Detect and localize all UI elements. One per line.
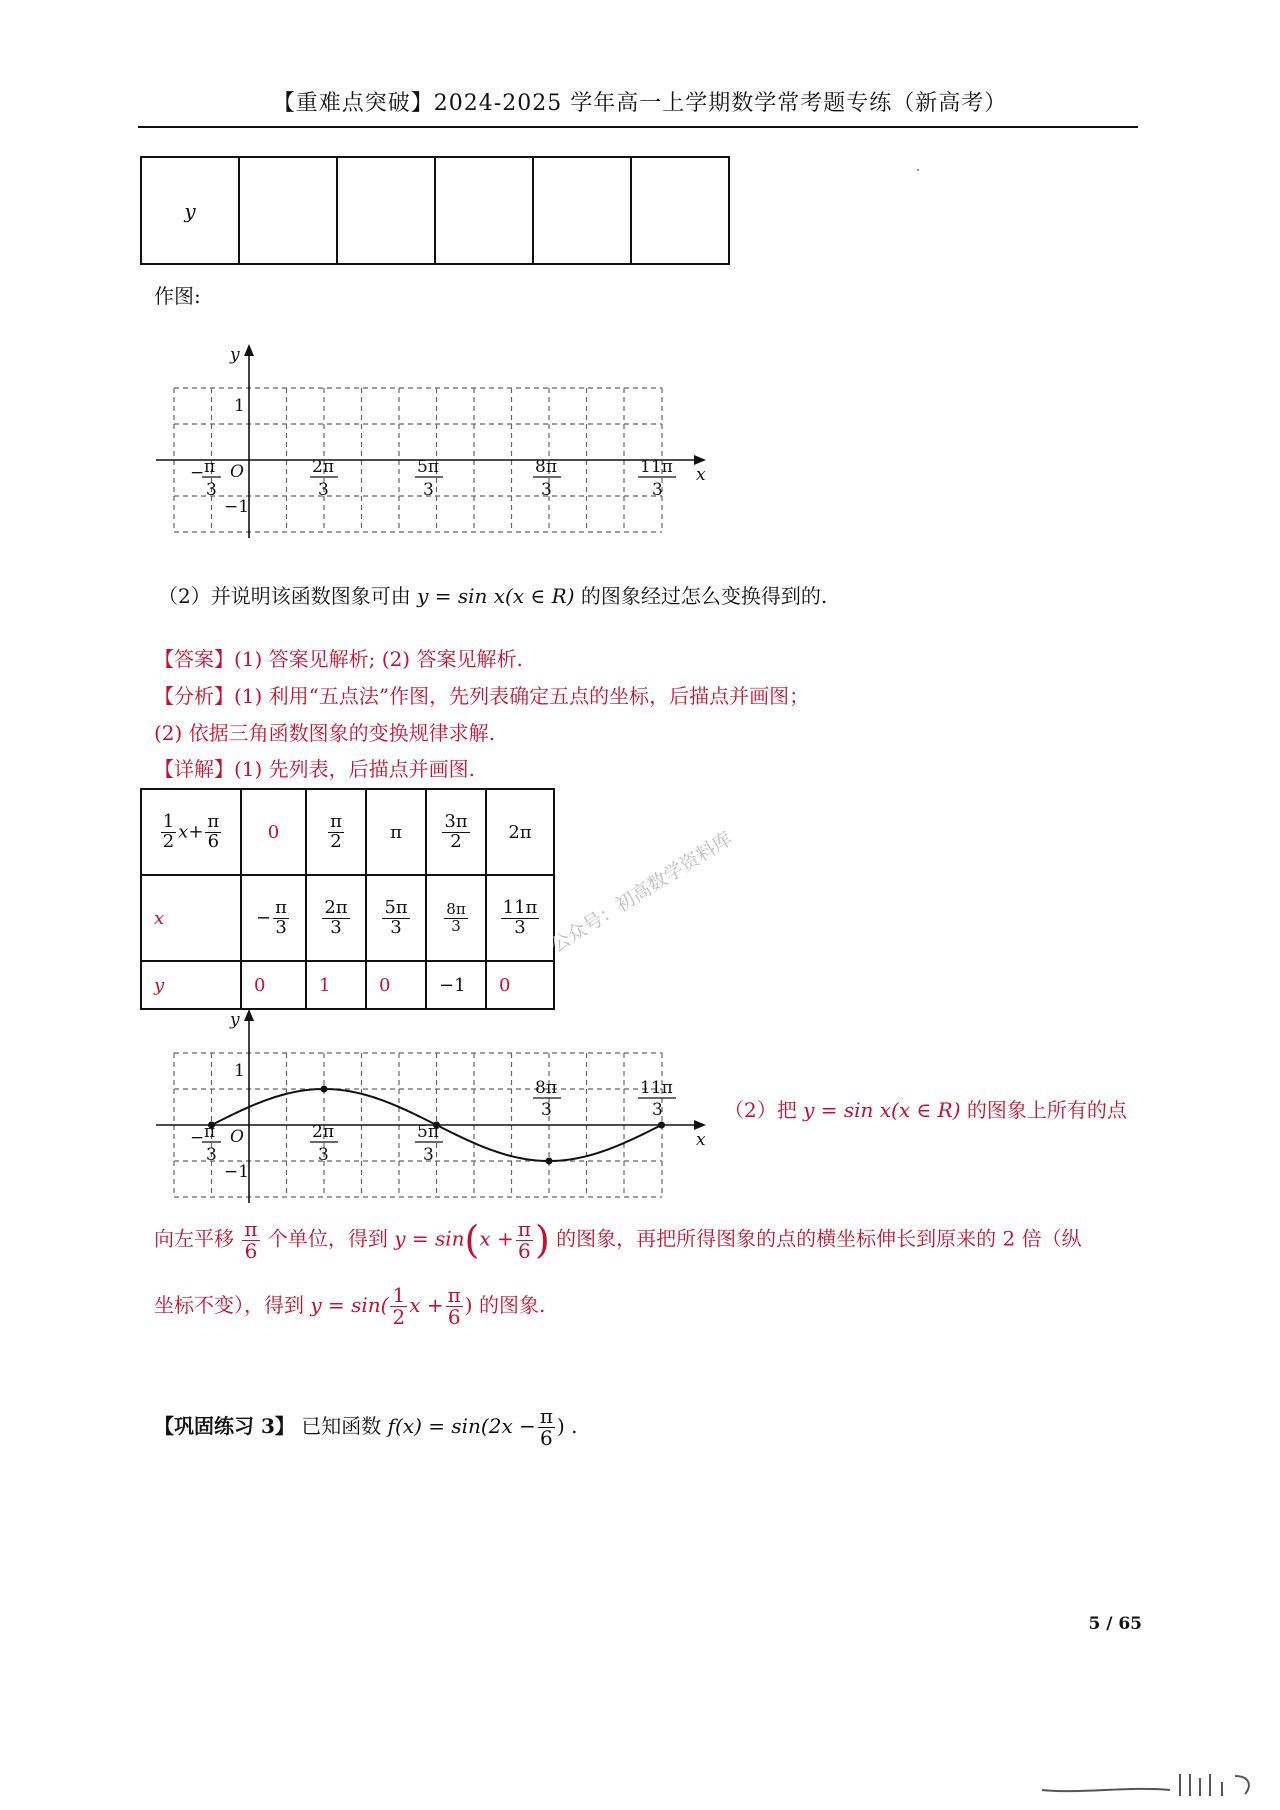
part2-line3: 坐标不变），得到 y = sin( $\frac{1}{2}$ x + $\frac{\pi}{6}$ ) 的图象. xyxy=(154,1283,546,1329)
tick-label-1: 1 xyxy=(234,396,245,416)
detail-line: 【详解】(1) 先列表，后描点并画图. xyxy=(154,757,476,781)
tick-label-11pi: 11π xyxy=(640,457,673,477)
top-table-cell xyxy=(533,157,631,264)
draw-prompt: 作图: xyxy=(154,284,201,308)
origin-label: O xyxy=(230,462,244,482)
tick-label-3: 3 xyxy=(541,1100,552,1120)
tick-label-3: 3 xyxy=(318,480,329,500)
data-point xyxy=(658,1122,665,1129)
part2-line2: 向左平移 $\frac{\pi}{6}$ 个单位，得到 y = sin(x + $\frac{\pi}{6}$ ) 的图象，再把所得图象的点的横坐标伸长到原来的 2 倍（纵 xyxy=(154,1216,1082,1263)
tick-label-8pi: 8π xyxy=(535,457,557,477)
tick-label-11pi: 11π xyxy=(640,1078,673,1098)
tick-label-1: 1 xyxy=(234,1061,245,1081)
x-axis-label: x xyxy=(696,1130,706,1150)
tick-label-3: 3 xyxy=(423,1145,434,1165)
x-axis-label: x xyxy=(696,465,706,485)
analysis-line-2: (2) 依据三角函数图象的变换规律求解. xyxy=(154,721,496,745)
practice-label: 【巩固练习 3】 xyxy=(154,1414,295,1438)
tick-label-3: 3 xyxy=(206,480,217,500)
row3-label: y xyxy=(141,961,241,1009)
row1-cell: 2π xyxy=(486,789,554,875)
page-header: 【重难点突破】2024-2025 学年高一上学期数学常考题专练（新高考） xyxy=(272,91,1008,116)
question-2 xyxy=(158,580,827,609)
top-table-cell xyxy=(631,157,729,264)
five-point-table xyxy=(140,788,555,1010)
practice-3: 【巩固练习 3】 已知函数 f(x) = sin(2x − $\frac{\pi}{6}$ ) . xyxy=(154,1404,578,1450)
row1-cell: $\frac{3\pi}{2}$ xyxy=(426,789,486,875)
watermark: 公众号：初高数学资料库 xyxy=(547,827,737,958)
tick-label-pi: π xyxy=(204,1122,216,1142)
row2-cell: $\frac{11\pi}{3}$ xyxy=(486,875,554,961)
top-table-cell xyxy=(239,157,337,264)
question-2-formula: y = sin x(x ∈ R) xyxy=(417,584,575,608)
row3-cell: 1 xyxy=(306,961,366,1009)
y-axis-label: y xyxy=(230,1010,240,1030)
y-axis-arrow xyxy=(244,344,254,356)
row1-cell: 0 xyxy=(241,789,306,875)
tick-label-3: 3 xyxy=(318,1145,329,1165)
row3-cell: 0 xyxy=(486,961,554,1009)
row2-label: x xyxy=(141,875,241,961)
tick-label-3: 3 xyxy=(652,480,663,500)
top-table-cell xyxy=(435,157,533,264)
top-table-cell xyxy=(337,157,435,264)
data-point xyxy=(321,1086,328,1093)
top-table xyxy=(140,156,730,265)
row2-cell: − $\frac{\pi}{3}$ xyxy=(241,875,306,961)
tick-label-5pi: 5π xyxy=(417,457,439,477)
tick-label-neg-sign: − xyxy=(190,1128,205,1148)
tick-label-5pi: 5π xyxy=(417,1122,439,1142)
y-axis-arrow xyxy=(244,1009,254,1021)
tick-label-pi: π xyxy=(204,457,216,477)
empty-graph xyxy=(150,340,710,540)
x-axis-arrow xyxy=(694,1120,706,1130)
tick-label-3: 3 xyxy=(541,480,552,500)
answer-line: 【答案】(1) 答案见解析; (2) 答案见解析. xyxy=(154,647,523,671)
analysis-line: 【分析】(1) 利用“五点法”作图，先列表确定五点的坐标，后描点并画图； xyxy=(154,684,810,708)
row1-cell: $\frac{\pi}{2}$ xyxy=(306,789,366,875)
y-axis-label: y xyxy=(230,345,240,365)
signature-mark xyxy=(1040,1768,1260,1800)
top-table-y-label: y xyxy=(141,157,239,264)
data-point xyxy=(546,1158,553,1165)
row3-cell: −1 xyxy=(426,961,486,1009)
header-rule xyxy=(138,126,1138,128)
row2-cell: $\frac{2\pi}{3}$ xyxy=(306,875,366,961)
x-axis-arrow xyxy=(694,455,706,465)
tick-label-2pi: 2π xyxy=(312,1122,334,1142)
sine-graph xyxy=(150,1005,710,1205)
tick-label-3: 3 xyxy=(652,1100,663,1120)
row1-label: $\frac{1}{2}$ x+ $\frac{\pi}{6}$ xyxy=(141,789,241,875)
tick-label-8pi: 8π xyxy=(535,1078,557,1098)
tick-label-2pi: 2π xyxy=(312,457,334,477)
question-2-suffix: 的图象经过怎么变换得到的. xyxy=(580,584,828,608)
tick-label-neg-sign: − xyxy=(190,463,205,483)
tick-label-3: 3 xyxy=(423,480,434,500)
question-2-prefix: （2）并说明该函数图象可由 xyxy=(158,584,411,608)
tick-label-minus1: −1 xyxy=(224,497,250,517)
origin-label: O xyxy=(230,1127,244,1147)
tick-label-3: 3 xyxy=(206,1145,217,1165)
row2-cell: $\frac{5\pi}{3}$ xyxy=(366,875,426,961)
tick-label-minus1: −1 xyxy=(224,1162,250,1182)
part2-intro: （2）把 y = sin x(x ∈ R) 的图象上所有的点 xyxy=(724,1098,1127,1122)
row3-cell: 0 xyxy=(366,961,426,1009)
row3-cell: 0 xyxy=(241,961,306,1009)
page-number: 5 / 65 xyxy=(1088,1614,1142,1634)
row2-cell: $\frac{8\pi}{3}$ xyxy=(426,875,486,961)
row1-cell: π xyxy=(366,789,426,875)
stray-mark xyxy=(917,169,919,171)
